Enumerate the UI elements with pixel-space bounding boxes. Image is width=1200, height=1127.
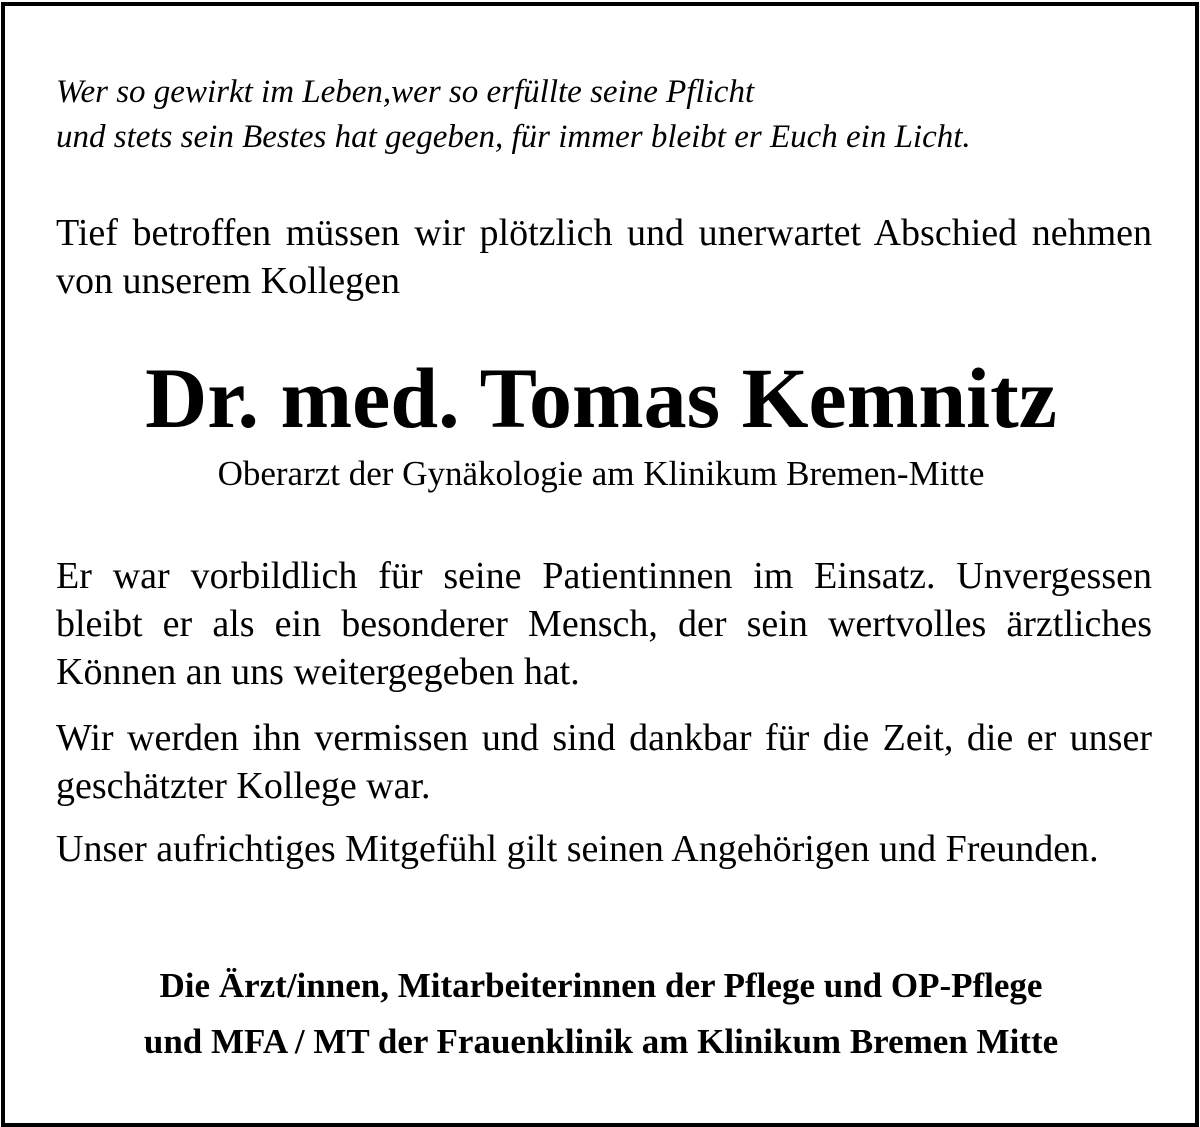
verse-line-2: und stets sein Bestes hat gegeben, für immer bleibt er Euch ein Licht. bbox=[56, 119, 971, 155]
deceased-position: Oberarzt der Gynäkologie am Klinikum Bremen-Mitte bbox=[217, 454, 985, 493]
condolence-paragraph: Unser aufrichtiges Mitgefühl gilt seinen Angehörigen und Freunden. bbox=[56, 828, 1099, 870]
verse-line-1: Wer so gewirkt im Leben,wer so erfüllte seine Pflicht bbox=[56, 74, 755, 110]
obituary-notice bbox=[1, 2, 1199, 1127]
memorial-verse bbox=[56, 70, 1152, 160]
signature-line-1: Die Ärzt/innen, Mitarbeiterinnen der Pflege und OP-Pflege bbox=[159, 966, 1043, 1005]
deceased-name: Dr. med. Tomas Kemnitz bbox=[145, 350, 1057, 446]
tribute-paragraph: Er war vorbildlich für seine Patientinnen im Einsatz. Unvergessen bleibt er als ein besonderer Mensch, der sein wertvolles ärztliches Können an uns weitergegeben hat. bbox=[56, 555, 1152, 693]
signature-block bbox=[9, 958, 1193, 1070]
intro-text: Tief betroffen müssen wir plötzlich und unerwartet Abschied nehmen von unserem Kollegen bbox=[56, 212, 1152, 302]
tribute-paragraph: Wir werden ihn vermissen und sind dankbar für die Zeit, die er unser geschätzter Kollege war. bbox=[56, 717, 1152, 807]
signature-line-2: und MFA / MT der Frauenklinik am Klinikum Bremen Mitte bbox=[143, 1022, 1059, 1061]
